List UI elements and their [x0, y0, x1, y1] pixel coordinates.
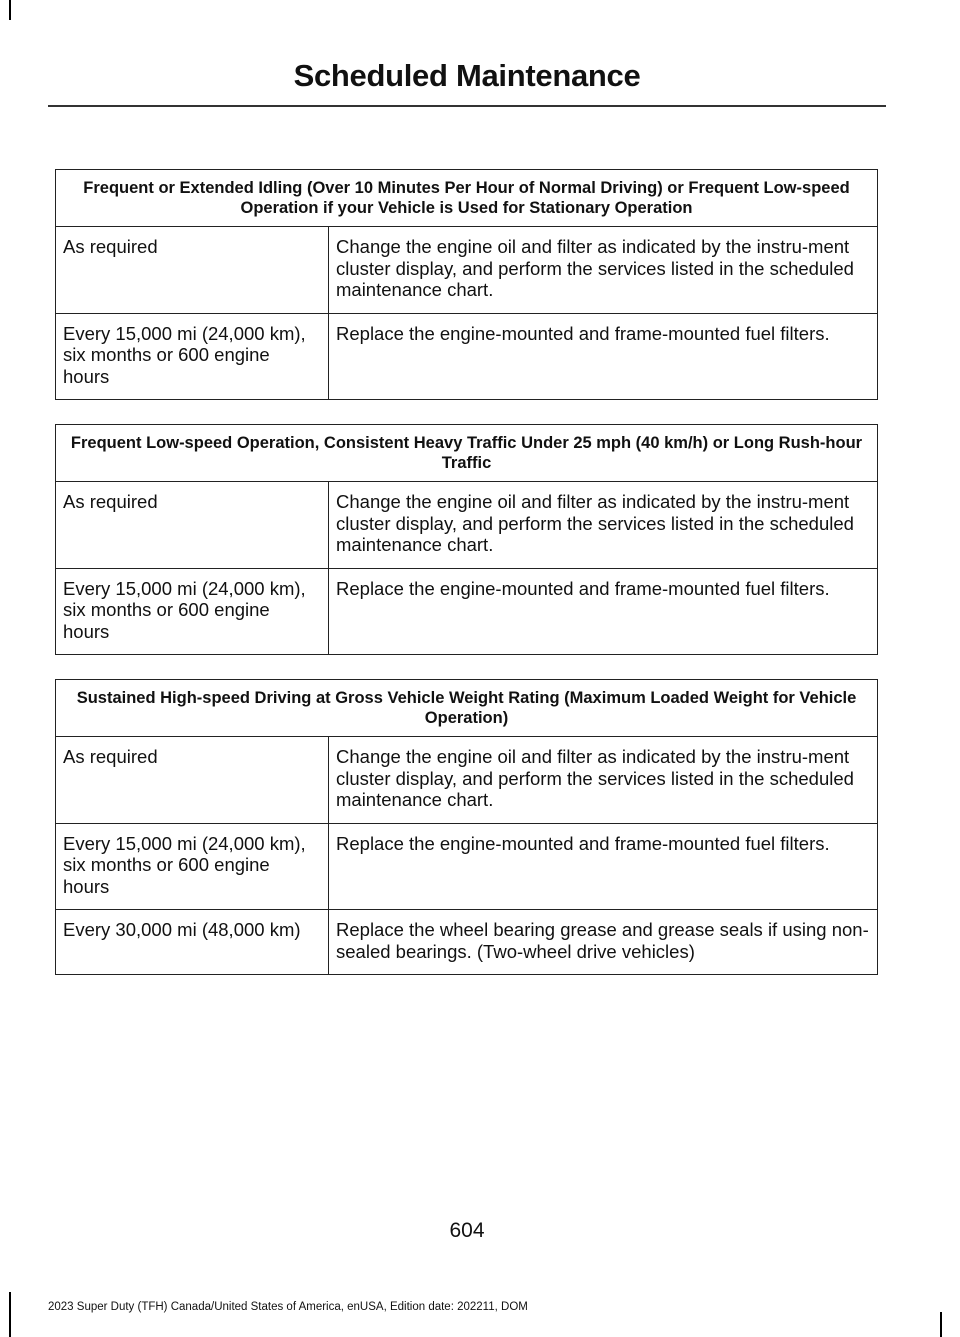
table-row	[56, 482, 878, 569]
table-row	[56, 823, 878, 910]
interval-cell: Every 30,000 mi (48,000 km)	[56, 910, 329, 975]
interval-cell: Every 15,000 mi (24,000 km), six months or 600 engine hours	[56, 568, 329, 655]
table-heading: Frequent Low-speed Operation, Consistent Heavy Traffic Under 25 mph (40 km/h) or Long Rush-hour Traffic	[56, 425, 878, 482]
table-row	[56, 227, 878, 314]
maintenance-table-high-speed	[55, 679, 878, 975]
action-cell: Change the engine oil and filter as indicated by the instru-ment cluster display, and perform the services listed in the scheduled maintenance chart.	[329, 482, 878, 569]
interval-cell: As required	[56, 482, 329, 569]
interval-cell: As required	[56, 737, 329, 824]
table-heading: Sustained High-speed Driving at Gross Vehicle Weight Rating (Maximum Loaded Weight for Vehicle Operation)	[56, 680, 878, 737]
action-cell: Replace the engine-mounted and frame-mounted fuel filters.	[329, 823, 878, 910]
action-cell: Replace the engine-mounted and frame-mounted fuel filters.	[329, 313, 878, 400]
page-title: Scheduled Maintenance	[293, 58, 641, 93]
interval-cell: As required	[56, 227, 329, 314]
action-cell: Replace the engine-mounted and frame-mounted fuel filters.	[329, 568, 878, 655]
maintenance-table-low-speed	[55, 424, 878, 655]
title-divider	[48, 105, 886, 107]
table-heading: Frequent or Extended Idling (Over 10 Minutes Per Hour of Normal Driving) or Frequent Low-speed Operation if your Vehicle is Used for Stationary Operation	[56, 170, 878, 227]
maintenance-table-idling	[55, 169, 878, 400]
table-row	[56, 737, 878, 824]
crop-mark-top-left	[9, 0, 11, 20]
page-number: 604	[449, 1219, 485, 1242]
crop-mark-bottom-left	[9, 1292, 11, 1337]
interval-cell: Every 15,000 mi (24,000 km), six months or 600 engine hours	[56, 823, 329, 910]
action-cell: Change the engine oil and filter as indicated by the instru-ment cluster display, and perform the services listed in the scheduled maintenance chart.	[329, 737, 878, 824]
table-row	[56, 568, 878, 655]
action-cell: Change the engine oil and filter as indicated by the instru-ment cluster display, and perform the services listed in the scheduled maintenance chart.	[329, 227, 878, 314]
crop-mark-bottom-right	[940, 1312, 942, 1337]
table-row	[56, 313, 878, 400]
interval-cell: Every 15,000 mi (24,000 km), six months or 600 engine hours	[56, 313, 329, 400]
table-row	[56, 910, 878, 975]
action-cell: Replace the wheel bearing grease and grease seals if using non-sealed bearings. (Two-wheel drive vehicles)	[329, 910, 878, 975]
footer-edition-info: 2023 Super Duty (TFH) Canada/United States of America, enUSA, Edition date: 202211, DOM	[48, 1301, 528, 1313]
